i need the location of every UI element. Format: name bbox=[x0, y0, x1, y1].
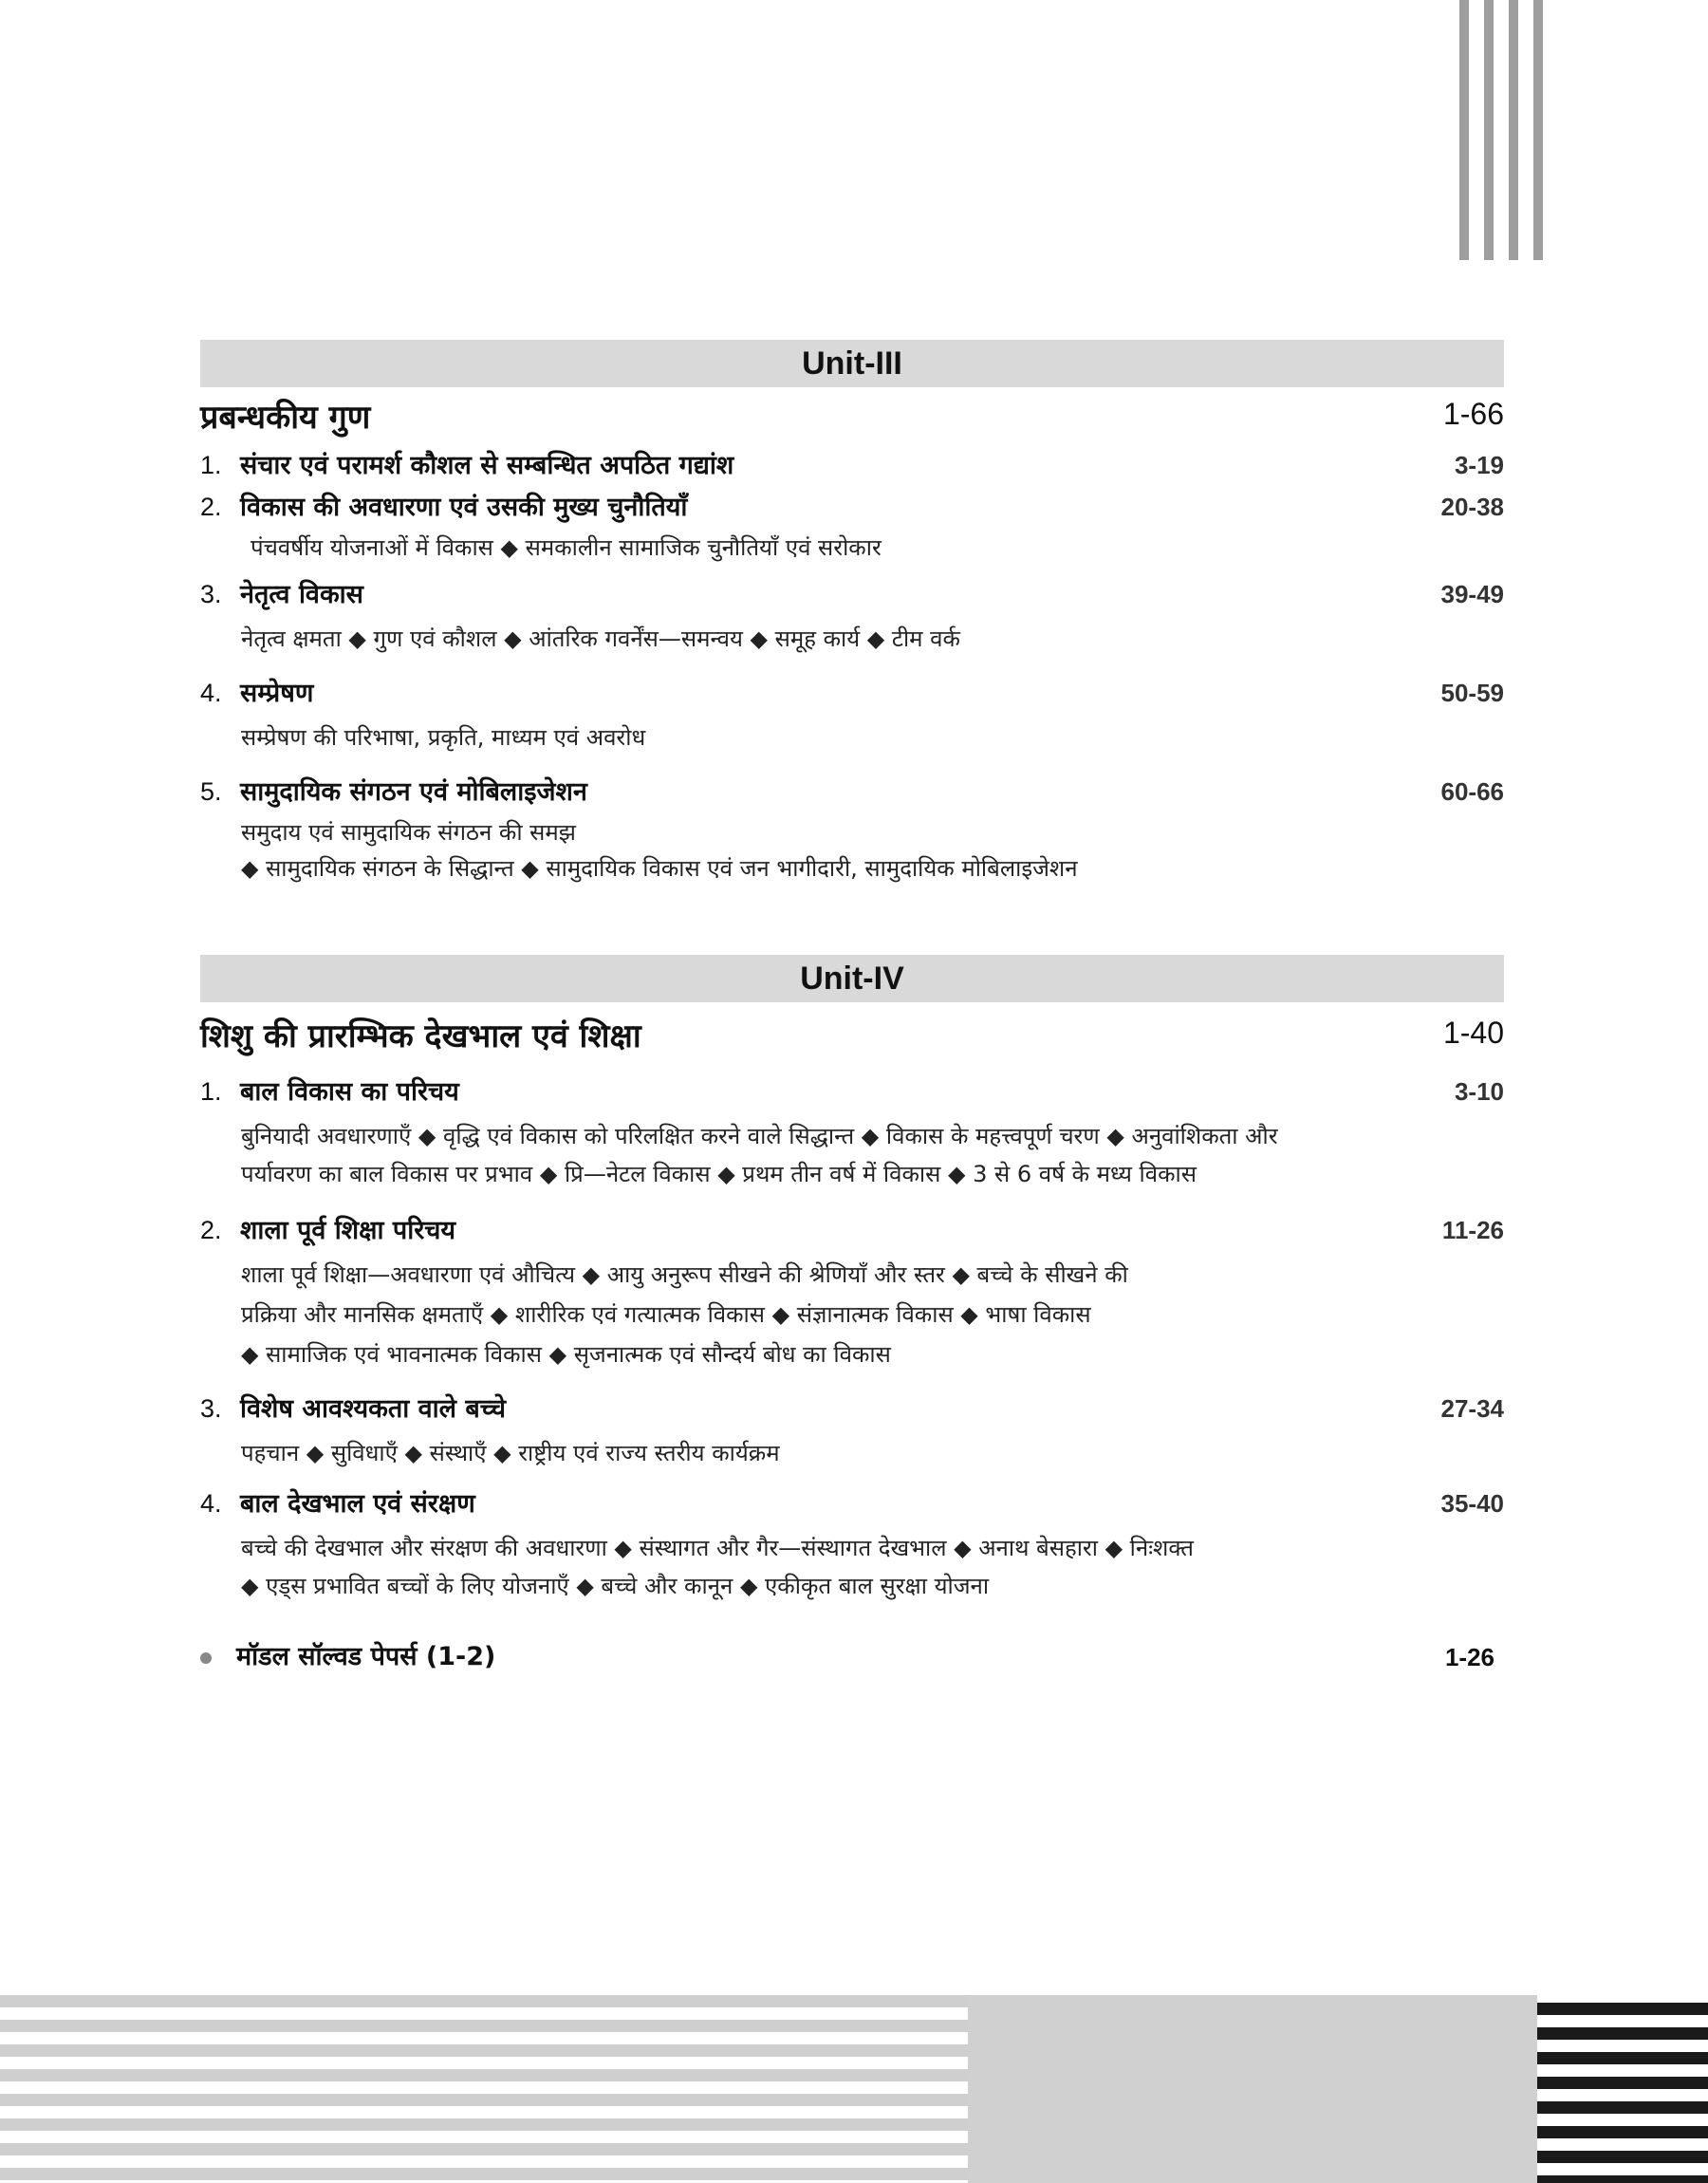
u4-chapter-1: 1. बाल विकास का परिचय 3-10 bbox=[200, 1077, 1504, 1107]
u3-chapter-3: 3. नेतृत्व विकास 39-49 bbox=[200, 580, 1504, 609]
u3-chapter-3-desc: नेतृत्व क्षमता ◆ गुण एवं कौशल ◆ आंतरिक गवर्नेंस—समन्वय ◆ समूह कार्य ◆ टीम वर्क bbox=[241, 625, 960, 652]
bottom-gray-block bbox=[968, 1995, 1537, 2183]
model-papers-pages: 1-26 bbox=[1444, 1643, 1494, 1671]
u4-chapter-2: 2. शाला पूर्व शिक्षा परिचय 11-26 bbox=[200, 1216, 1504, 1245]
model-papers-row bbox=[200, 1638, 1504, 1676]
u3-chapter-5-desc-2: ◆ सामुदायिक संगठन के सिद्धान्त ◆ सामुदायिक विकास एवं जन भागीदारी, सामुदायिक मोबिलाइजेशन bbox=[241, 855, 1078, 882]
u4-chapter-3-desc: पहचान ◆ सुविधाएँ ◆ संस्थाएँ ◆ राष्ट्रीय एवं राज्य स्तरीय कार्यक्रम bbox=[241, 1440, 780, 1466]
u4-chapter-2-desc-3: ◆ सामाजिक एवं भावनात्मक विकास ◆ सृजनात्मक एवं सौन्दर्य बोध का विकास bbox=[241, 1341, 891, 1368]
u4-chapter-4: 4. बाल देखभाल एवं संरक्षण 35-40 bbox=[200, 1489, 1504, 1519]
u3-chapter-1: 1. संचार एवं परामर्श कौशल से सम्बन्धित अपठित गद्यांश 3-19 bbox=[200, 451, 1504, 480]
bottom-left-stripes bbox=[0, 1995, 968, 2183]
top-decorative-bars bbox=[1459, 0, 1543, 260]
u4-chapter-2-desc-1: शाला पूर्व शिक्षा—अवधारणा एवं औचित्य ◆ आयु अनुरूप सीखने की श्रेणियाँ और स्तर ◆ बच्चे के सीखने की bbox=[241, 1261, 1128, 1288]
u4-chapter-4-desc-1: बच्चे की देखभाल और संरक्षण की अवधारणा ◆ संस्थागत और गैर—संस्थागत देखभाल ◆ अनाथ बेसहारा ◆ निःशक्त bbox=[241, 1535, 1194, 1561]
u3-chapter-4-desc: सम्प्रेषण की परिभाषा, प्रकृति, माध्यम एवं अवरोध bbox=[241, 724, 646, 751]
bullet-icon bbox=[200, 1652, 212, 1664]
unit-3-title: प्रबन्धकीय गुण bbox=[200, 399, 371, 437]
unit-3-header: Unit-III bbox=[200, 340, 1504, 387]
u4-chapter-3: 3. विशेष आवश्यकता वाले बच्चे 27-34 bbox=[200, 1394, 1504, 1424]
u4-chapter-1-desc-1: बुनियादी अवधारणाएँ ◆ वृद्धि एवं विकास को परिलक्षित करने वाले सिद्धान्त ◆ विकास के महत्त्वपूर्ण चरण ◆ अनुवांशिकता और bbox=[241, 1123, 1278, 1149]
unit-4-pages: 1-40 bbox=[1442, 1016, 1504, 1050]
unit-3-pages: 1-66 bbox=[1442, 397, 1504, 431]
unit-3-title-row bbox=[200, 397, 1504, 438]
u4-chapter-2-desc-2: प्रक्रिया और मानसिक क्षमताएँ ◆ शारीरिक एवं गत्यात्मक विकास ◆ संज्ञानात्मक विकास ◆ भाषा विकास bbox=[241, 1301, 1091, 1328]
u3-chapter-2: 2. विकास की अवधारणा एवं उसकी मुख्य चुनौतियाँ 20-38 bbox=[200, 493, 1504, 522]
u3-chapter-2-desc: पंचवर्षीय योजनाओं में विकास ◆ समकालीन सामाजिक चुनौतियाँ एवं सरोकार bbox=[251, 534, 882, 561]
unit-4-title: शिशु की प्रारम्भिक देखभाल एवं शिक्षा bbox=[200, 1017, 641, 1055]
u3-chapter-5-desc-1: समुदाय एवं सामुदायिक संगठन की समझ bbox=[241, 819, 576, 846]
u3-chapter-4: 4. सम्प्रेषण 50-59 bbox=[200, 679, 1504, 708]
unit-4-header: Unit-IV bbox=[200, 955, 1504, 1002]
bottom-right-black-stripes bbox=[1537, 2003, 1708, 2183]
u4-chapter-4-desc-2: ◆ एड्स प्रभावित बच्चों के लिए योजनाएँ ◆ बच्चे और कानून ◆ एकीकृत बाल सुरक्षा योजना bbox=[241, 1573, 990, 1599]
model-papers-title: मॉडल सॉल्वड पेपर्स (1-2) bbox=[236, 1642, 496, 1671]
u3-chapter-5: 5. सामुदायिक संगठन एवं मोबिलाइजेशन 60-66 bbox=[200, 777, 1504, 807]
u4-chapter-1-desc-2: पर्यावरण का बाल विकास पर प्रभाव ◆ प्रि—नेटल विकास ◆ प्रथम तीन वर्ष में विकास ◆ 3 से 6 वर्ष के मध्य विकास bbox=[241, 1161, 1197, 1187]
unit-4-title-row bbox=[200, 1016, 1504, 1057]
